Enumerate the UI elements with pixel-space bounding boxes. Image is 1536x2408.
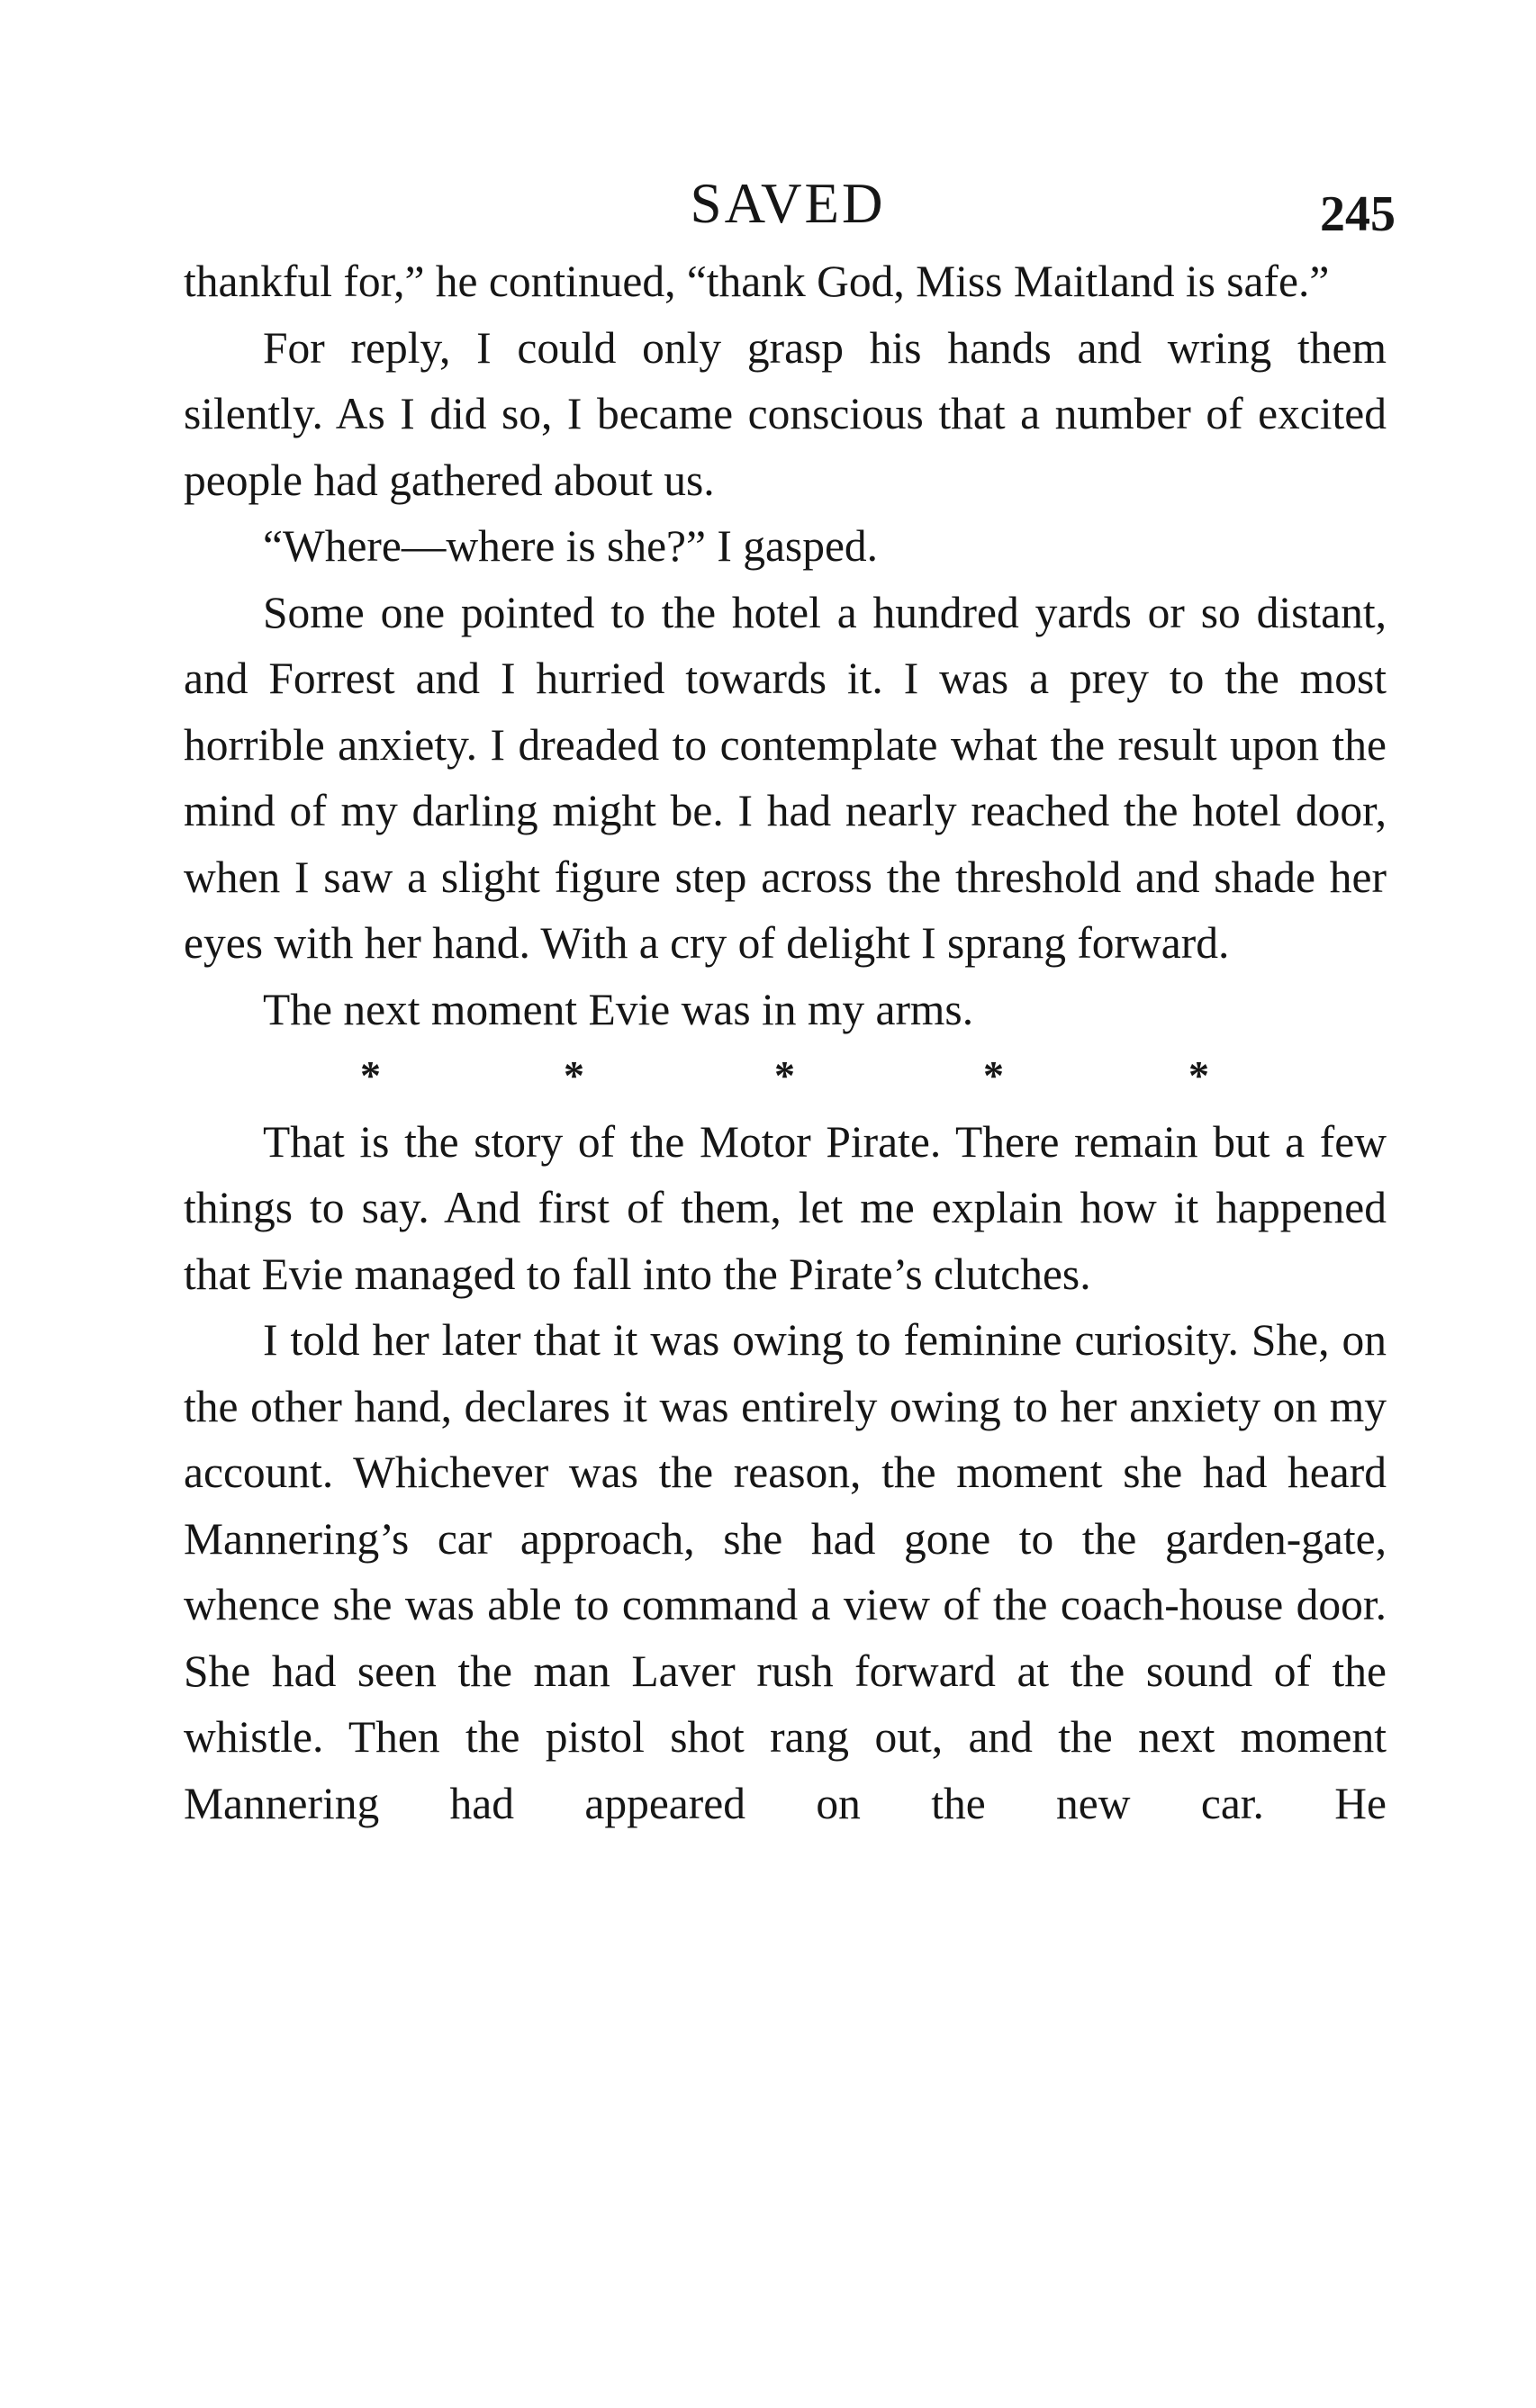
asterism: * xyxy=(774,1052,795,1098)
asterism: * xyxy=(360,1052,381,1098)
asterism: * xyxy=(1188,1052,1209,1098)
paragraph: “Where—where is she?” I gasped. xyxy=(263,521,879,571)
paragraph: thankful for,” he continued, “thank God, Miss Maitland is safe.” xyxy=(184,257,1330,306)
page-number: 245 xyxy=(1320,186,1396,242)
paragraph: Some one pointed to the hotel a hundred yards or so distant, and Forrest and I hurried towards it. I was a prey to the most horrible anxiety. I dreaded to contemplate what the result upon the mind of my darling might be. I had nearly reached the hotel door, when I saw a slight figure step across the threshold and shade her eyes with her hand. With a cry of delight I sprang forward. xyxy=(184,587,1387,968)
paragraph: That is the story of the Motor Pirate. There remain but a few things to say. And first of them, let me explain how it happened that Evie managed to fall into the Pirate’s clutches. xyxy=(184,1116,1387,1299)
asterism: * xyxy=(564,1052,584,1098)
running-title: SAVED xyxy=(690,172,886,235)
paragraph: The next moment Evie was in my arms. xyxy=(263,984,974,1034)
body-text xyxy=(184,248,1387,1836)
asterism: * xyxy=(983,1052,1004,1098)
paragraph: I told her later that it was owing to feminine curiosity. She, on the other hand, declares it was entirely owing to her anxiety on my account. Whichever was the reason, the moment she had heard Mannering’s car approach, she had gone to the garden-gate, whence she was able to command a view of the coach-house door. She had seen the man Laver rush forward at the sound of the whistle. Then the pistol shot rang out, and the next moment Mannering had appeared on the new car. He xyxy=(184,1315,1387,1828)
paragraph: For reply, I could only grasp his hands and wring them silently. As I did so, I became conscious that a number of excited people had gathered about us. xyxy=(184,322,1387,505)
section-break xyxy=(184,1042,1387,1109)
running-head xyxy=(180,167,1396,242)
